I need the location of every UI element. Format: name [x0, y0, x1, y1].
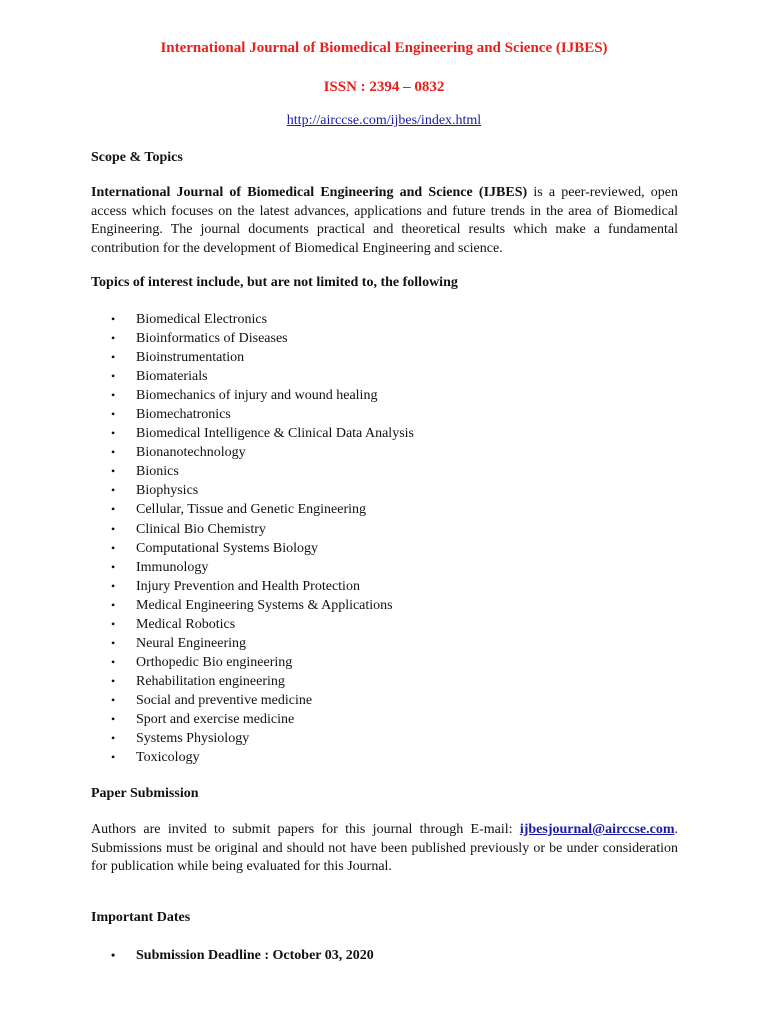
topic-label: Bioinstrumentation: [136, 350, 245, 366]
topic-label: Computational Systems Biology: [136, 540, 319, 556]
topic-label: Biomechanics of injury and wound healing: [136, 388, 378, 404]
topic-label: Cellular, Tissue and Genetic Engineering: [136, 502, 367, 518]
bullet-icon: •: [111, 502, 116, 517]
topic-item: [91, 729, 414, 748]
topic-label: Biomedical Intelligence & Clinical Data Analysis: [136, 426, 414, 442]
topic-item: [91, 520, 414, 539]
topics-list: [91, 310, 414, 767]
bullet-icon: •: [111, 948, 116, 962]
topic-item: [91, 710, 414, 729]
bullet-icon: •: [111, 635, 116, 650]
dates-heading: Important Dates: [91, 910, 191, 925]
submission-text-after: . Submissions must be original and should not have been published previously or be under consideration for publication while being evaluated for this Journal.: [91, 822, 678, 874]
scope-paragraph: [91, 184, 678, 258]
topics-heading: Topics of interest include, but are not limited to, the following: [91, 275, 458, 290]
journal-url-line: [0, 113, 768, 129]
topic-item: [91, 310, 414, 329]
topic-item: [91, 672, 414, 691]
topic-label: Clinical Bio Chemistry: [136, 521, 266, 537]
topic-item: [91, 329, 414, 348]
bullet-icon: •: [111, 445, 116, 460]
topic-item: [91, 424, 414, 443]
bullet-icon: •: [111, 331, 116, 346]
bullet-icon: •: [111, 369, 116, 384]
deadline-label: Submission Deadline : October 03, 2020: [136, 948, 374, 963]
topic-label: Biophysics: [136, 483, 199, 499]
scope-heading: Scope & Topics: [91, 150, 183, 165]
bullet-icon: •: [111, 654, 116, 669]
bullet-icon: •: [111, 692, 116, 707]
topic-item: [91, 748, 414, 767]
topic-item: [91, 634, 414, 653]
topic-label: Orthopedic Bio engineering: [136, 654, 293, 670]
topic-label: Biomedical Electronics: [136, 312, 268, 327]
bullet-icon: •: [111, 426, 116, 441]
topic-item: [91, 577, 414, 596]
bullet-icon: •: [111, 483, 116, 498]
bullet-icon: •: [111, 407, 116, 422]
submission-paragraph: [91, 821, 678, 877]
bullet-icon: •: [111, 388, 116, 403]
topic-item: [91, 367, 414, 386]
submission-text-before: Authors are invited to submit papers for this journal through E-mail:: [91, 822, 520, 837]
issn-line: ISSN : 2394 – 0832: [323, 79, 445, 95]
topic-label: Bionanotechnology: [136, 445, 246, 461]
topic-label: Toxicology: [136, 750, 200, 766]
topic-label: Bionics: [136, 464, 179, 480]
topic-item: [91, 558, 414, 577]
bullet-icon: •: [111, 540, 116, 555]
bullet-icon: •: [111, 464, 116, 479]
topic-item: [91, 539, 414, 558]
topic-item: [91, 691, 414, 710]
topic-item: [91, 443, 414, 462]
dates-list: [91, 946, 374, 965]
bullet-icon: •: [111, 350, 116, 365]
topic-label: Systems Physiology: [136, 731, 250, 747]
bullet-icon: •: [111, 578, 116, 593]
bullet-icon: •: [111, 559, 116, 574]
bullet-icon: •: [111, 750, 116, 765]
deadline-item: [91, 946, 374, 965]
topic-label: Bioinformatics of Diseases: [136, 331, 288, 347]
topic-item: [91, 386, 414, 405]
topic-label: Medical Robotics: [136, 616, 236, 632]
topic-item: [91, 348, 414, 367]
topic-label: Biomechatronics: [136, 407, 231, 423]
topic-label: Injury Prevention and Health Protection: [136, 578, 360, 594]
topic-label: Medical Engineering Systems & Applications: [136, 597, 393, 613]
topic-item: [91, 596, 414, 615]
scope-intro-text: is a peer-reviewed, open access which focuses on the latest advances, applications and future trends in the area of Biomedical Engineering. The journal documents practical and theoretical results which make a fundamental contribution for the development of Biomedical Engineering and science.: [91, 185, 678, 256]
bullet-icon: •: [111, 597, 116, 612]
scope-intro-bold: International Journal of Biomedical Engineering and Science (IJBES): [91, 185, 528, 200]
bullet-icon: •: [111, 711, 116, 726]
bullet-icon: •: [111, 673, 116, 688]
journal-title: International Journal of Biomedical Engineering and Science (IJBES): [160, 40, 608, 56]
topic-label: Rehabilitation engineering: [136, 673, 285, 689]
bullet-icon: •: [111, 521, 116, 536]
topic-item: [91, 481, 414, 500]
journal-url-link[interactable]: http://airccse.com/ijbes/index.html: [286, 113, 482, 128]
bullet-icon: •: [111, 731, 116, 746]
bullet-icon: •: [111, 616, 116, 631]
submission-heading: Paper Submission: [91, 786, 199, 801]
topic-label: Immunology: [136, 559, 209, 575]
topic-label: Neural Engineering: [136, 635, 247, 651]
topic-label: Biomaterials: [136, 369, 208, 385]
topic-label: Sport and exercise medicine: [136, 711, 295, 727]
topic-item: [91, 653, 414, 672]
submission-email-link[interactable]: ijbesjournal@airccse.com: [519, 822, 675, 837]
topic-item: [91, 405, 414, 424]
topic-item: [91, 462, 414, 481]
topic-item: [91, 500, 414, 519]
bullet-icon: •: [111, 312, 116, 326]
topic-item: [91, 615, 414, 634]
topic-label: Social and preventive medicine: [136, 692, 313, 708]
